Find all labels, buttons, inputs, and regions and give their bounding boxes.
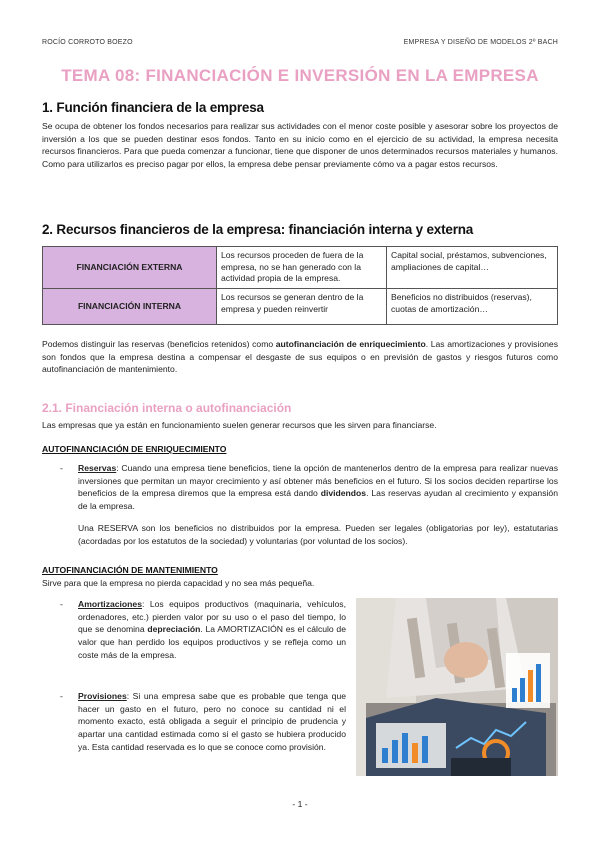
depreciation-term: depreciación <box>147 624 201 635</box>
reserves-text-pre: : Cuando una empresa tiene beneficios, tiene la opción de mantenerlos dentro de la empresa para realizar nuevas inversiones que permitan un mayor crecimiento y así obtener más beneficios en el futuro. Si los socios deciden repartirse los beneficios de la empresa diremos que la empresa está dando <box>78 463 558 499</box>
section1-heading: 1. Función financiera de la empresa <box>42 100 264 115</box>
amortization-term: Amortizaciones <box>78 599 142 609</box>
after-table-pre: Podemos distinguir las reservas (beneficios retenidos) como <box>42 339 276 349</box>
section1-text: Se ocupa de obtener los fondos necesarios para realizar sus actividades con el menor coste posible y asesorar sobre los proyectos de inversión a los que se pueden destinar esos fondos. Tanto en su inicio como en el ejercicio de su actividad, la empresa necesita recursos financieros. Para que pueda comenzar a funcionar, tiene que disponer de unos determinados recursos materiales y humanos. Como para utilizarlos es preciso pagar por ellos, la empresa debe pensar previamente cómo va a pagar estos recursos. <box>42 121 558 170</box>
bullet-marker: - <box>60 599 63 609</box>
internal-examples-cell: Beneficios no distribuidos (reservas), cuotas de amortización… <box>387 289 558 325</box>
photo-illustration <box>356 598 558 776</box>
reserves-text-post: . Las reservas ayudan al crecimiento y expansión de la empresa. <box>78 488 558 512</box>
internal-label-cell: FINANCIACIÓN INTERNA <box>43 289 217 325</box>
section2-heading: 2. Recursos financieros de la empresa: financiación interna y externa <box>42 222 474 237</box>
enrichment-heading: AUTOFINANCIACIÓN DE ENRIQUECIMIENTO <box>42 444 227 454</box>
table-row <box>43 289 558 325</box>
after-table-post: . Las amortizaciones y provisiones son fondos que la empresa destina a compensar el desgaste de sus equipos o en previsión de gastos y riesgos futuros como autofinanciación de mantenimiento. <box>42 339 559 375</box>
external-examples-cell: Capital social, préstamos, subvenciones, ampliaciones de capital… <box>387 247 558 289</box>
amortization-text-post: . La AMORTIZACIÓN es el cálculo de valor que han perdido los equipos productivos y se refleja como un coste más de la empresa. <box>78 624 346 660</box>
page-number: - 1 - <box>292 798 308 809</box>
table-row <box>43 247 558 289</box>
financial-analysis-photo <box>356 598 558 776</box>
provisions-term: Provisiones <box>78 691 127 701</box>
internal-description-cell: Los recursos se generan dentro de la empresa y pueden reinvertir <box>217 289 387 325</box>
header-course: EMPRESA Y DISEÑO DE MODELOS 2º BACH <box>403 39 558 46</box>
external-label-cell: FINANCIACIÓN EXTERNA <box>43 247 217 289</box>
after-table-text <box>42 338 558 376</box>
reserves-item <box>78 462 558 513</box>
document-title: TEMA 08: FINANCIACIÓN E INVERSIÓN EN LA EMPRESA <box>61 66 539 85</box>
provisions-item <box>78 690 346 754</box>
amortization-item <box>78 598 346 662</box>
bullet-marker: - <box>60 463 63 473</box>
amortization-text-pre: : Los equipos productivos (maquinaria, vehículos, ordenadores, etc.) pierden valor por su uso o el paso del tiempo, lo que se denomina <box>78 599 346 635</box>
section21-heading: 2.1. Financiación interna o autofinanciación <box>42 401 292 415</box>
bullet-marker: - <box>60 691 63 701</box>
running-header <box>42 38 558 48</box>
after-table-bold: autofinanciación de enriquecimiento <box>275 339 426 349</box>
reserve-definition: Una RESERVA son los beneficios no distribuidos por la empresa. Pueden ser legales (obligatorias por ley), estatutarias (acordadas por los estatutos de la sociedad) y voluntarias (por voluntad de los socios). <box>78 523 558 546</box>
provisions-text: : Si una empresa sabe que es probable que tenga que hacer un gasto en el futuro, pero no conoce su cantidad ni el momento exacto, está obligada a seguir el principio de prudencia y apartar una cantidad estimada como si el gasto se hubiera producido ya. Esta cantidad reservada es lo que se conoce como provisión. <box>78 691 346 752</box>
financing-table <box>42 246 558 325</box>
section21-intro: Las empresas que ya están en funcionamiento suelen generar recursos que les sirven para financiarse. <box>42 420 437 430</box>
header-author: ROCÍO CORROTO BOEZO <box>42 39 133 46</box>
external-description-cell: Los recursos proceden de fuera de la empresa, no se han generado con la actividad propia de la empresa. <box>217 247 387 289</box>
dividends-term: dividendos <box>320 488 367 499</box>
reserves-term: Reservas <box>78 463 117 473</box>
maintenance-heading: AUTOFINANCIACIÓN DE MANTENIMIENTO <box>42 565 218 575</box>
maintenance-intro: Sirve para que la empresa no pierda capacidad y no sea más pequeña. <box>42 578 315 588</box>
